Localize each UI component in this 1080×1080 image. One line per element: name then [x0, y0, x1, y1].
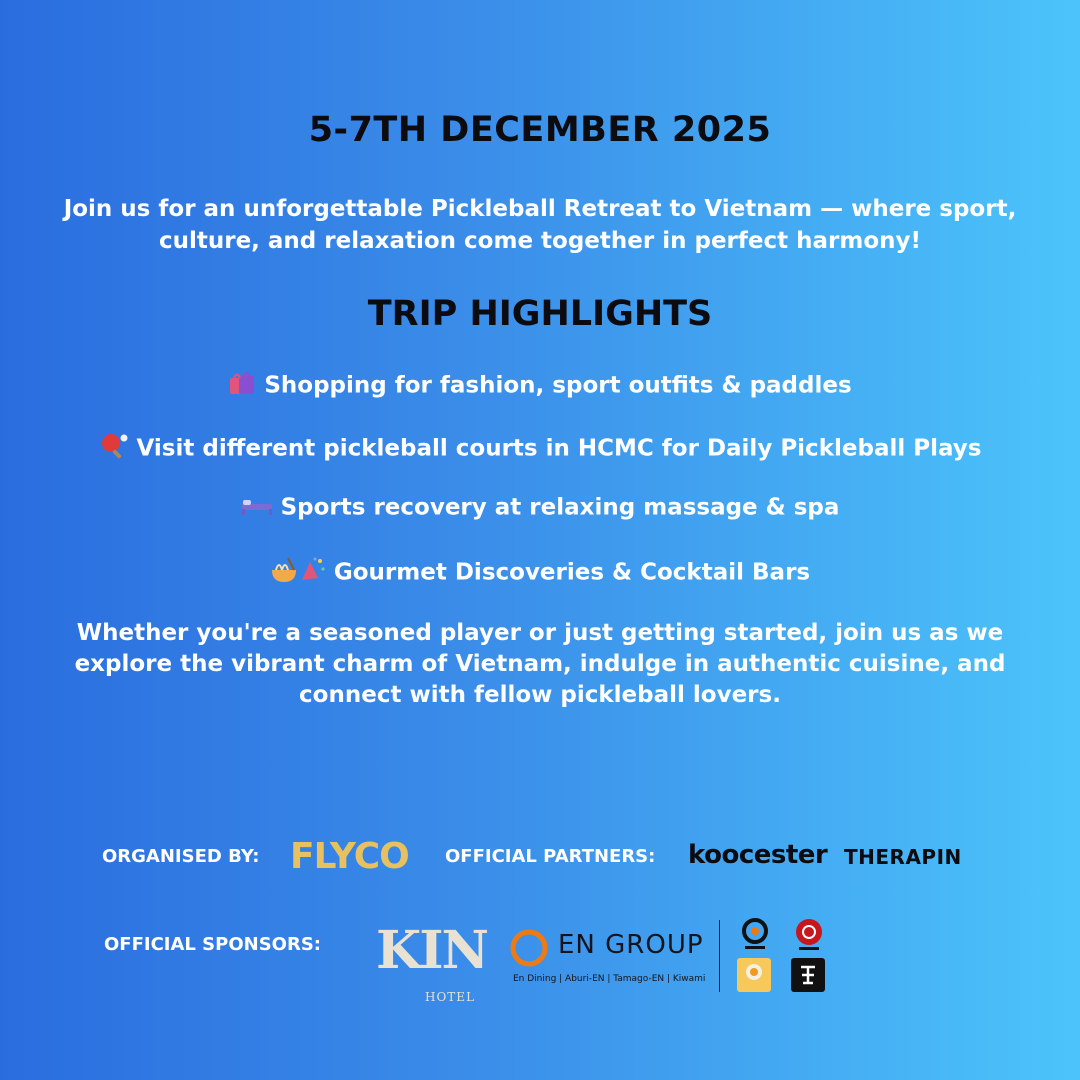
tamago-en-logo-icon	[737, 958, 771, 992]
highlight-text: Visit different pickleball courts in HCMC for Daily Pickleball Plays	[136, 435, 982, 462]
en-dining-emblem-icon	[739, 917, 771, 955]
highlight-item-gourmet	[0, 556, 1080, 590]
highlight-item-courts	[0, 432, 1080, 466]
en-group-logo: EN GROUP	[558, 930, 704, 960]
highlights-title: TRIP HIGHLIGHTS	[367, 294, 713, 334]
logo-divider	[719, 920, 720, 992]
en-group-ring-icon	[509, 928, 549, 972]
highlight-item-spa	[0, 494, 1080, 522]
kin-hotel-logo: KIN	[376, 920, 488, 981]
organised-by-label: ORGANISED BY:	[102, 846, 260, 867]
paddle-icon	[99, 432, 129, 466]
en-group-sublabel: En Dining | Aburi-EN | Tamago-EN | Kiwami	[513, 974, 706, 984]
noodle-party-icon	[270, 556, 326, 590]
flyco-logo: FLYCO	[290, 836, 409, 877]
highlight-text: Shopping for fashion, sport outfits & paddles	[264, 372, 852, 399]
aburi-en-emblem-icon	[792, 917, 826, 955]
koocester-logo: koocester	[688, 840, 828, 870]
highlight-text: Sports recovery at relaxing massage & spa	[280, 494, 840, 521]
highlight-item-shopping	[0, 370, 1080, 402]
highlight-text: Gourmet Discoveries & Cocktail Bars	[333, 559, 811, 586]
intro-text: Join us for an unforgettable Pickleball Retreat to Vietnam — where sport, culture, and relaxation come together in perfect harmony!	[63, 196, 1017, 254]
kin-hotel-sublabel: HOTEL	[425, 990, 476, 1004]
sponsors-label: OFFICIAL SPONSORS:	[104, 934, 321, 955]
massage-bed-icon	[241, 494, 273, 522]
kiwami-logo-icon	[791, 958, 825, 992]
shopping-bags-icon	[228, 370, 256, 402]
therapin-logo: THERAPIN	[844, 845, 962, 869]
partners-label: OFFICIAL PARTNERS:	[445, 846, 656, 867]
event-date: 5-7TH DECEMBER 2025	[308, 110, 772, 150]
outro-text: Whether you're a seasoned player or just getting started, join us as we explore the vibrant charm of Vietnam, indulge in authentic cuisine, and connect with fellow pickleball lovers.	[74, 620, 1006, 708]
